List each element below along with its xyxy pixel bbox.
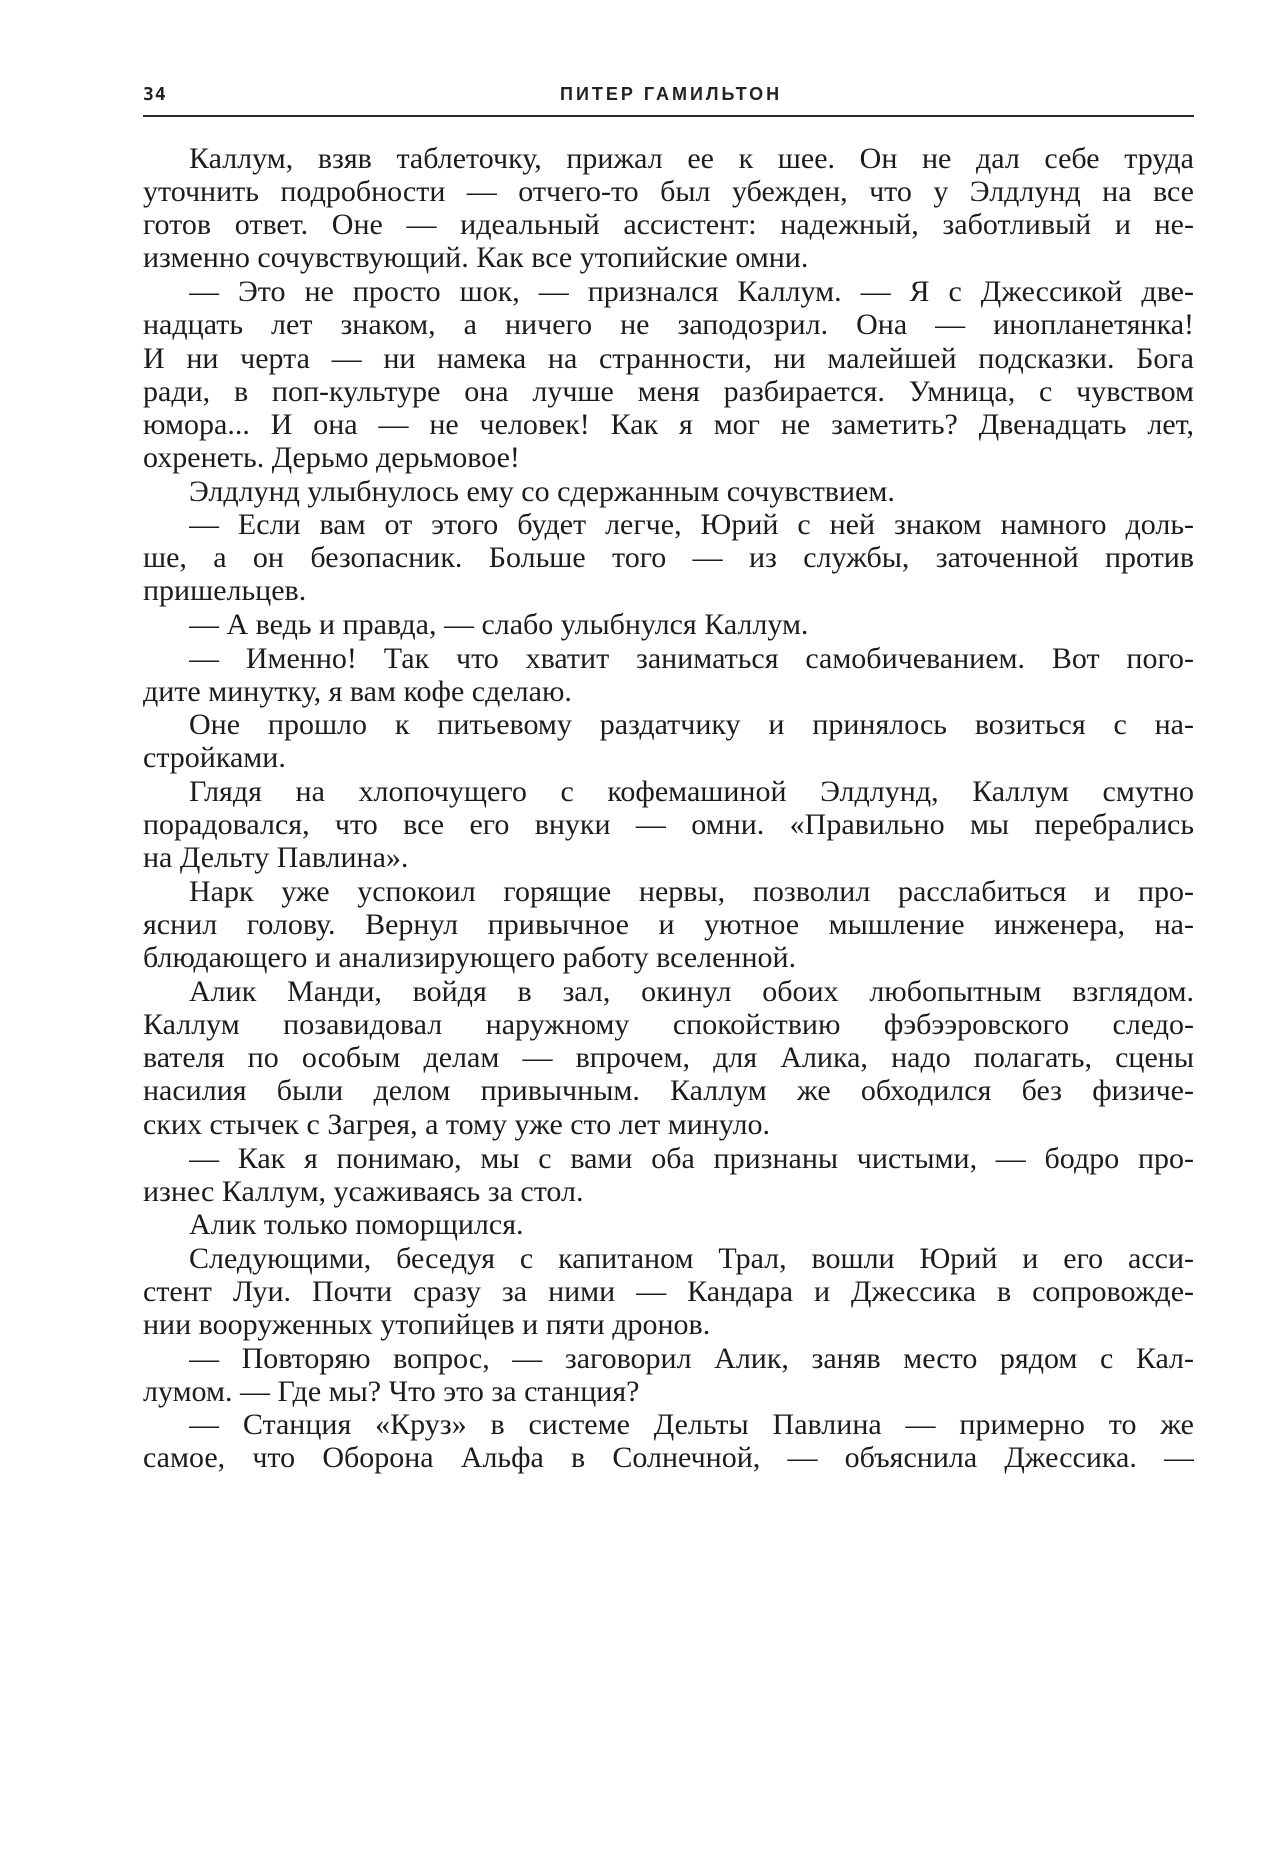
- text-line: изменно сочувствующий. Как все утопийские омни.: [143, 241, 809, 274]
- text-line: ше, а он безопасник. Больше того — из службы, заточенной против: [143, 541, 1194, 574]
- text-line: Алик Манди, войдя в зал, окинул обоих любопытным взглядом.: [189, 975, 1194, 1008]
- text-line: стройками.: [143, 741, 286, 774]
- text-line: лумом. — Где мы? Что это за станция?: [143, 1375, 640, 1408]
- text-line: яснил голову. Вернул привычное и уютное мышление инженера, на-: [143, 908, 1194, 941]
- page-number: 34: [143, 84, 167, 105]
- text-line: стент Луи. Почти сразу за ними — Кандара и Джессика в сопровожде-: [143, 1275, 1194, 1308]
- text-line: юмора... И она — не человек! Как я мог не заметить? Двенадцать лет,: [143, 408, 1194, 441]
- text-line: — Именно! Так что хватит заниматься самобичеванием. Вот пого-: [189, 642, 1194, 675]
- text-line: И ни черта — ни намека на странности, ни малейшей подсказки. Бога: [143, 342, 1194, 375]
- text-line: надцать лет знаком, а ничего не заподозрил. Она — инопланетянка!: [143, 308, 1194, 341]
- text-line: — Как я понимаю, мы с вами оба признаны чистыми, — бодро про-: [189, 1142, 1194, 1175]
- text-line: Каллум позавидовал наружному спокойствию фэбээровского следо-: [143, 1008, 1194, 1041]
- text-line: Алик только поморщился.: [189, 1208, 524, 1241]
- text-line: Оне прошло к питьевому раздатчику и принялось возиться с на-: [189, 708, 1194, 741]
- text-line: ских стычек с Загрея, а тому уже сто лет минуло.: [143, 1108, 770, 1141]
- text-line: — Если вам от этого будет легче, Юрий с ней знаком намного доль-: [189, 508, 1194, 541]
- text-line: — А ведь и правда, — слабо улыбнулся Каллум.: [189, 608, 809, 641]
- text-line: охренеть. Дерьмо дерьмовое!: [143, 441, 520, 474]
- text-line: нии вооруженных утопийцев и пяти дронов.: [143, 1308, 711, 1341]
- text-line: Элдлунд улыбнулось ему со сдержанным сочувствием.: [189, 475, 895, 508]
- text-line: пришельцев.: [143, 574, 307, 607]
- text-line: вателя по особым делам — впрочем, для Алика, надо полагать, сцены: [143, 1041, 1194, 1074]
- text-line: готов ответ. Оне — идеальный ассистент: надежный, заботливый и не-: [143, 208, 1194, 241]
- text-line: изнес Каллум, усаживаясь за стол.: [143, 1175, 584, 1208]
- text-line: — Это не просто шок, — признался Каллум. — Я с Джессикой две-: [189, 275, 1194, 308]
- text-line: дите минутку, я вам кофе сделаю.: [143, 675, 572, 708]
- text-line: самое, что Оборона Альфа в Солнечной, — объяснила Джессика. —: [143, 1441, 1194, 1474]
- text-line: порадовался, что все его внуки — омни. «Правильно мы перебрались: [143, 808, 1194, 841]
- text-line: Следующими, беседуя с капитаном Трал, вошли Юрий и его асси-: [189, 1242, 1194, 1275]
- text-line: Глядя на хлопочущего с кофемашиной Элдлунд, Каллум смутно: [189, 775, 1194, 808]
- text-line: блюдающего и анализирующего работу вселенной.: [143, 941, 797, 974]
- text-line: — Станция «Круз» в системе Дельты Павлина — примерно то же: [189, 1408, 1194, 1441]
- text-line: уточнить подробности — отчего-то был убежден, что у Элдлунд на все: [143, 175, 1194, 208]
- running-title: ПИТЕР ГАМИЛЬТОН: [560, 84, 783, 104]
- text-line: ради, в поп-культуре она лучше меня разбирается. Умница, с чувством: [143, 375, 1194, 408]
- text-line: Каллум, взяв таблеточку, прижал ее к шее. Он не дал себе труда: [189, 142, 1194, 175]
- text-line: Нарк уже успокоил горящие нервы, позволил расслабиться и про-: [189, 875, 1194, 908]
- text-line: на Дельту Павлина».: [143, 841, 409, 874]
- text-line: — Повторяю вопрос, — заговорил Алик, заняв место рядом с Кал-: [189, 1342, 1194, 1375]
- text-line: насилия были делом привычным. Каллум же обходился без физиче-: [143, 1074, 1194, 1107]
